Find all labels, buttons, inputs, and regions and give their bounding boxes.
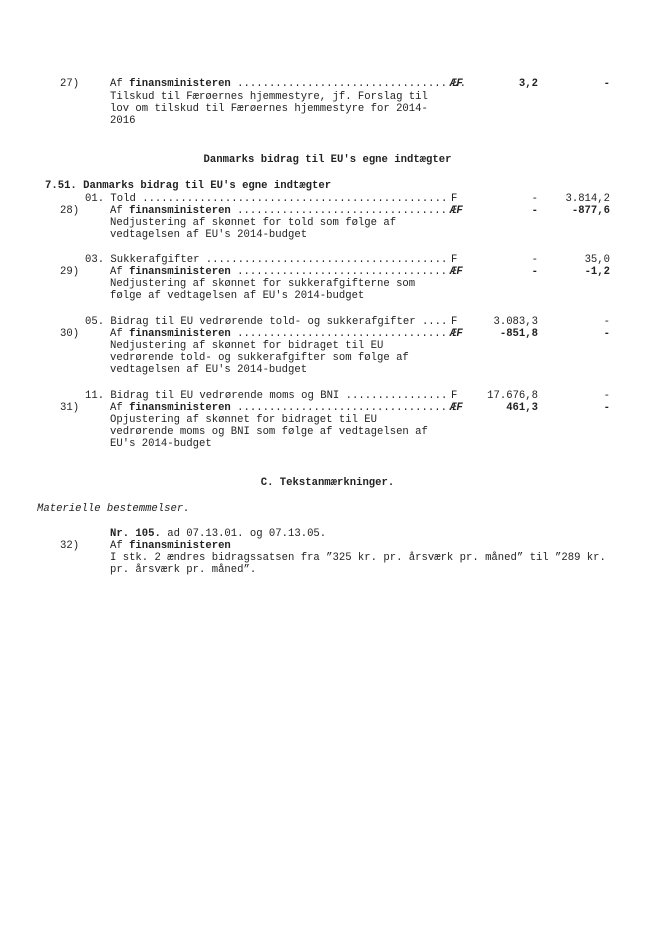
- entry-value-1: 3,2: [518, 78, 538, 90]
- minister-name: finansministeren: [129, 205, 231, 217]
- entry-author-line: Af finansministeren .....: [110, 328, 450, 340]
- account-line: 01. Told .....: [85, 193, 450, 205]
- entry-value-1: -851,8: [499, 328, 538, 340]
- entry-description: Nedjustering af skønnet for bidraget til EU vedrørende told- og sukkerafgifter som følge af vedtagelsen af EU's 2014-budget: [110, 340, 409, 376]
- entry-code: ÆF: [450, 266, 463, 278]
- entry-number: 29): [60, 266, 80, 278]
- entry-value-1: -: [531, 266, 538, 278]
- note-text: I stk. 2 ændres bidragssatsen fra ”325 kr. pr. årsværk pr. måned” til ”289 kr. pr. årsværk pr. måned”.: [110, 552, 606, 576]
- minister-name: finansministeren: [129, 328, 231, 340]
- entry-code: ÆF: [450, 328, 463, 340]
- account-value-1: -: [531, 254, 538, 266]
- entry-number: 31): [60, 402, 80, 414]
- account-line: 03. Sukkerafgifter .....: [85, 254, 450, 266]
- minister-name: finansministeren: [129, 78, 231, 90]
- entry-description: Nedjustering af skønnet for sukkerafgifterne som følge af vedtagelsen af EU's 2014-budget: [110, 278, 416, 302]
- account-value-2: -: [603, 390, 610, 402]
- entry-author-line: Af finansministeren: [110, 540, 231, 552]
- minister-name: finansministeren: [129, 266, 231, 278]
- account-code: F: [451, 193, 458, 205]
- entry-value-2: -: [603, 328, 610, 340]
- account-value-2: -: [603, 316, 610, 328]
- subheading: Materielle bestemmelser.: [37, 503, 190, 515]
- account-code: F: [451, 316, 458, 328]
- entry-value-2: -: [603, 78, 610, 90]
- account-value-1: -: [531, 193, 538, 205]
- entry-value-1: 461,3: [506, 402, 538, 414]
- entry-value-1: -: [531, 205, 538, 217]
- section-heading: Danmarks bidrag til EU's egne indtægter: [203, 154, 452, 166]
- entry-description: Opjustering af skønnet for bidraget til EU vedrørende moms og BNI som følge af vedtagelsen af EU's 2014-budget: [110, 414, 428, 450]
- entry-value-2: -: [603, 402, 610, 414]
- entry-code: ÆF: [450, 78, 463, 90]
- account-value-1: 17.676,8: [487, 390, 538, 402]
- entry-author-line: Af finansministeren .....: [110, 78, 465, 90]
- account-code: F: [451, 254, 458, 266]
- account-value-2: 35,0: [584, 254, 610, 266]
- entry-author-line: Af finansministeren .....: [110, 205, 450, 217]
- entry-number: 32): [60, 540, 80, 552]
- account-line: 11. Bidrag til EU vedrørende moms og BNI .....: [85, 390, 450, 402]
- entry-value-2: -877,6: [571, 205, 610, 217]
- minister-name: finansministeren: [129, 402, 231, 414]
- account-value-2: 3.814,2: [565, 193, 610, 205]
- account-code: F: [451, 390, 458, 402]
- section-heading: C. Tekstanmærkninger.: [260, 477, 395, 489]
- entry-number: 27): [60, 78, 80, 90]
- entry-number: 30): [60, 328, 80, 340]
- entry-author-line: Af finansministeren .....: [110, 266, 450, 278]
- entry-code: ÆF: [450, 402, 463, 414]
- entry-author-line: Af finansministeren .....: [110, 402, 450, 414]
- account-line: 05. Bidrag til EU vedrørende told- og sukkerafgifter .....: [85, 316, 450, 328]
- account-value-1: 3.083,3: [493, 316, 538, 328]
- entry-description: Nedjustering af skønnet for told som følge af vedtagelsen af EU's 2014-budget: [110, 217, 397, 241]
- account-heading: 7.51. Danmarks bidrag til EU's egne indtægter: [45, 180, 332, 192]
- entry-value-2: -1,2: [584, 266, 610, 278]
- entry-description: Tilskud til Færøernes hjemmestyre, jf. Forslag til lov om tilskud til Færøernes hjemmestyre for 2014-2016: [110, 91, 428, 127]
- entry-number: 28): [60, 205, 80, 217]
- minister-name: finansministeren: [129, 540, 231, 552]
- note-reference: Nr. 105. ad 07.13.01. og 07.13.05.: [110, 528, 327, 540]
- entry-code: ÆF: [450, 205, 463, 217]
